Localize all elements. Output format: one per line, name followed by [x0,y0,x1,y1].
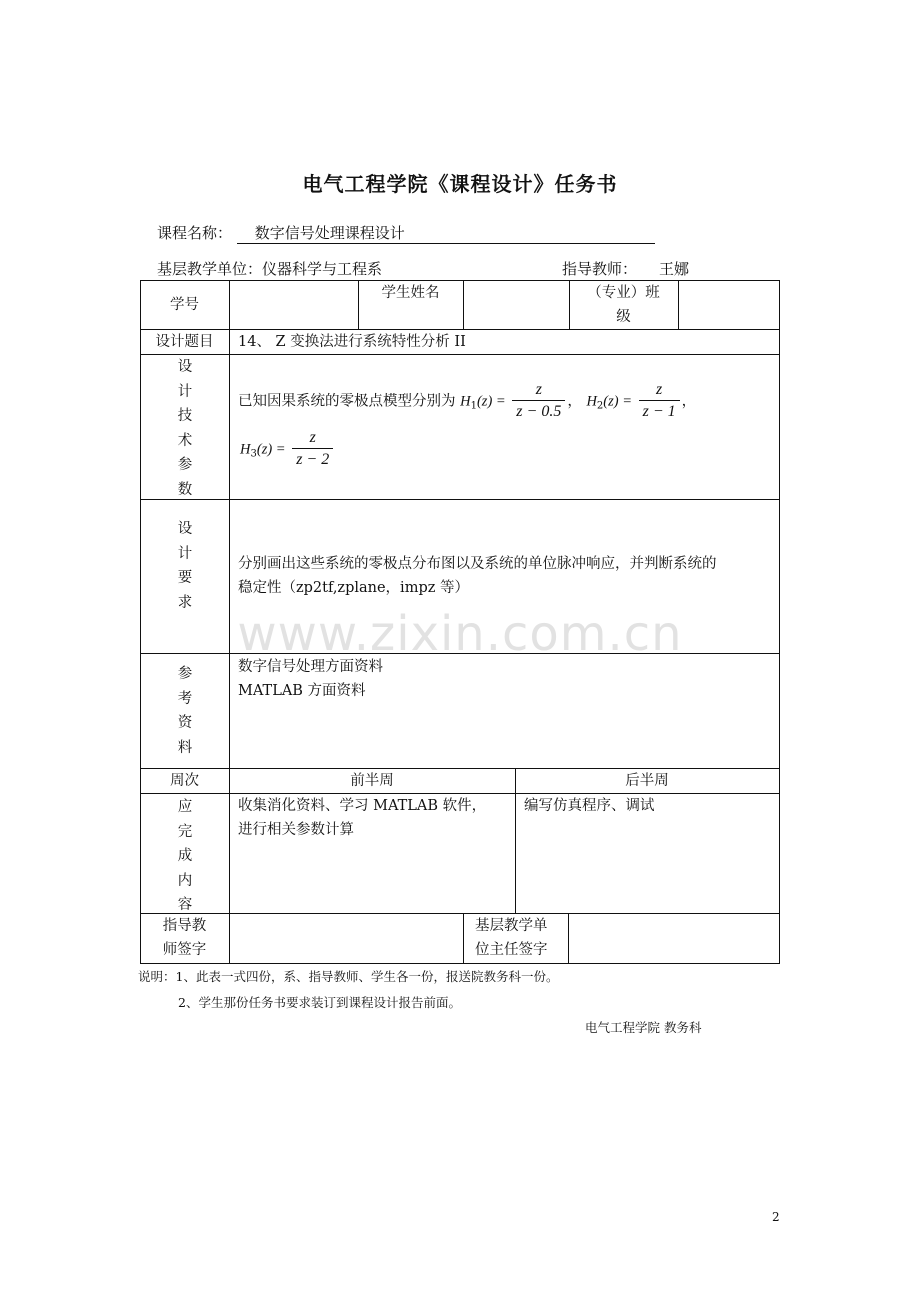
unit-value: 仪器科学与工程系 [262,260,383,278]
comma-sep-2: ， [681,393,697,410]
class-label [569,281,678,329]
instructor-sign-line1: 指导教 [162,918,207,934]
instructor-label: 指导教师： [562,260,638,278]
h3-name: H [240,441,251,458]
h1-arg: (z) = [476,393,506,410]
content-label-char: 完 [177,823,193,840]
h2-name: H [586,393,597,410]
tech-params-line1 [238,380,696,423]
tech-params-label [141,355,229,502]
office-signature: 电气工程学院 教务科 [585,1020,702,1035]
instructor-sign-line2: 师签字 [162,942,207,958]
first-half-line2: 进行相关参数计算 [238,822,354,838]
h3-numerator: z [292,428,333,449]
second-half-week: 后半周 [625,773,669,789]
note-line1: 说明：1、此表一式四份，系、指导教师、学生各一份，报送院教务科一份。 [138,969,559,984]
student-name-label: 学生姓名 [381,285,440,301]
page-title: 电气工程学院《课程设计》任务书 [302,172,618,196]
req-label-char: 设 [177,521,193,537]
h3-denominator: z − 2 [296,451,330,468]
first-half-content [238,794,486,842]
h3-sub: 3 [250,448,257,460]
requirements-line2: 稳定性（zp2tf,zplane，impz 等） [238,580,469,596]
page-number: 2 [772,1210,780,1224]
instructor-value: 王娜 [659,260,690,278]
req-label-char: 要 [177,570,193,586]
h1-numerator: z [512,380,565,401]
week-label: 周次 [170,773,199,789]
first-half-line1: 收集消化资料、学习 MATLAB 软件， [238,798,487,814]
h1-fraction [512,380,565,423]
instructor-signature-label [140,914,229,962]
content-label-char: 容 [177,897,193,913]
ref-label-char: 料 [177,739,193,756]
tech-label-char: 参 [177,457,193,473]
tech-label-char: 数 [177,481,193,498]
tech-params-text: 已知因果系统的零极点模型分别为 [238,393,456,410]
student-id-label: 学号 [170,297,199,313]
h2-denominator: z − 1 [642,403,676,420]
watermark-text: www.zixin.com.cn [237,606,683,662]
tech-label-char: 设 [177,359,193,375]
requirements-label [141,517,229,615]
content-label-char: 应 [177,799,193,815]
class-label-line2: 级 [616,309,631,325]
h1-sub: 1 [470,400,477,412]
req-label-char: 计 [177,545,193,562]
topic-value: 14、 Z 变换法进行系统特性分析 II [238,334,466,350]
h2-numerator: z [639,380,680,401]
h3-fraction [292,428,333,471]
h2-sub: 2 [596,400,604,412]
note-line2: 2、学生那份任务书要求装订到课程设计报告前面。 [178,995,461,1010]
ref-label-char: 参 [177,666,193,682]
references-line1: 数字信号处理方面资料 [238,659,383,675]
h1-name: H [460,393,471,410]
course-name-label: 课程名称： [157,224,233,242]
requirements-text [238,552,776,600]
references-label [141,662,229,760]
h3-arg: (z) = [256,441,286,458]
req-label-char: 求 [177,594,193,611]
h2-fraction [639,380,680,423]
head-sign-line2: 位主任签字 [475,942,548,958]
tech-label-char: 技 [177,408,193,424]
class-label-line1: （专业）班 [587,285,660,301]
h1-denominator: z − 0.5 [516,403,562,420]
references-line2: MATLAB 方面资料 [238,683,366,699]
references-text [238,655,383,703]
head-sign-line1: 基层教学单 [475,918,548,934]
unit-head-signature-label [475,914,548,962]
tech-label-char: 计 [177,383,193,400]
first-half-week: 前半周 [350,773,394,789]
ref-label-char: 考 [177,690,193,707]
course-name-value: 数字信号处理课程设计 [237,222,655,244]
ref-label-char: 资 [177,715,193,731]
content-label [141,795,229,918]
h2-arg: (z) = [603,393,633,410]
tech-label-char: 术 [177,432,193,449]
tech-params-line2 [240,428,335,471]
content-label-char: 成 [177,848,193,864]
second-half-content: 编写仿真程序、调试 [524,798,655,814]
comma-sep: ， [567,393,582,410]
topic-label: 设计题目 [155,334,214,350]
unit-label: 基层教学单位： [157,260,263,278]
content-label-char: 内 [177,872,193,889]
requirements-line1: 分别画出这些系统的零极点分布图以及系统的单位脉冲响应，并判断系统的 [238,556,717,572]
